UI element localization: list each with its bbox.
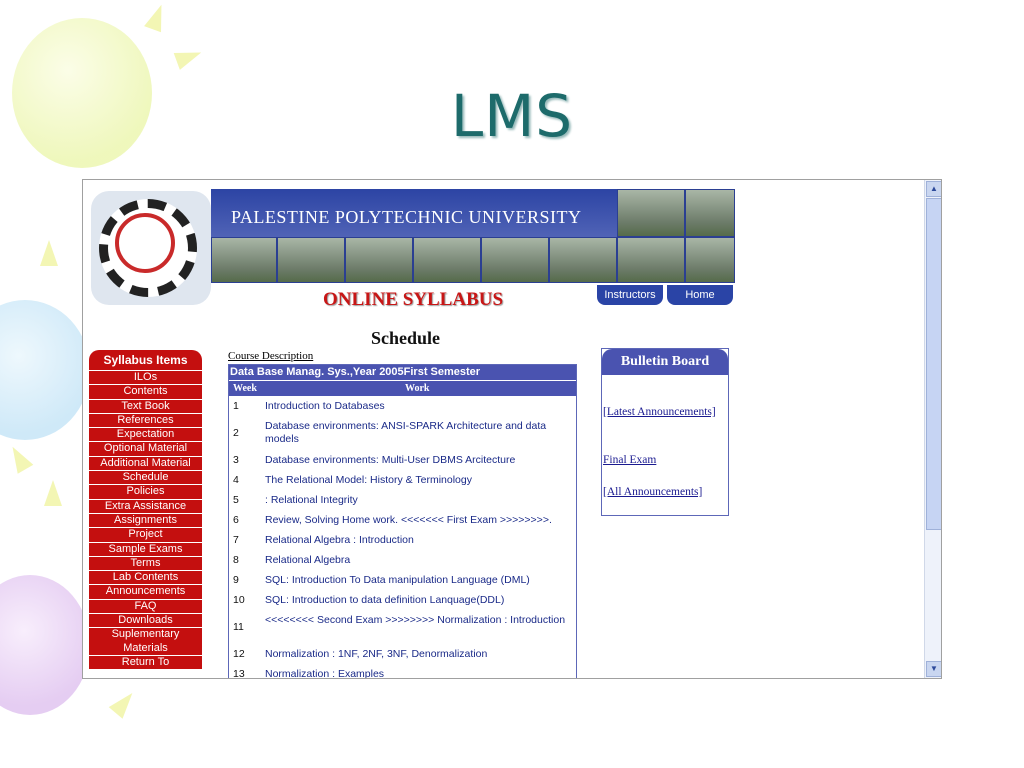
week-number: 1 (233, 400, 239, 412)
column-header-work: Work (405, 383, 430, 394)
week-work: <<<<<<<< Second Exam >>>>>>>> Normalization : Introduction (265, 614, 566, 626)
vertical-scrollbar[interactable] (924, 180, 941, 678)
schedule-table (228, 364, 577, 679)
table-row (229, 400, 576, 420)
menu-item[interactable]: Terms (89, 556, 202, 570)
week-number: 3 (233, 454, 239, 466)
all-announcements-link[interactable]: [All Announcements] (603, 486, 703, 498)
campus-photo (211, 237, 277, 283)
week-number: 6 (233, 514, 239, 526)
site-banner (91, 189, 733, 315)
menu-item[interactable]: Project (89, 527, 202, 541)
table-row (229, 494, 576, 514)
bulletin-title: Bulletin Board (602, 349, 728, 375)
menu-item[interactable]: Lab Contents (89, 570, 202, 584)
slide-title: LMS (450, 82, 574, 150)
logo-ring (115, 213, 175, 273)
menu-item[interactable]: Downloads (89, 613, 202, 627)
week-number: 8 (233, 554, 239, 566)
week-work: SQL: Introduction to data definition Lanquage(DDL) (265, 594, 505, 606)
week-number: 4 (233, 474, 239, 486)
table-row (229, 574, 576, 594)
week-work: Review, Solving Home work. <<<<<<< First Exam >>>>>>>>. (265, 514, 552, 526)
final-exam-link[interactable]: Final Exam (603, 454, 657, 466)
table-row (229, 454, 576, 474)
week-number: 5 (233, 494, 239, 506)
table-row (229, 614, 576, 648)
latest-announcements-link[interactable]: [Latest Announcements] (603, 406, 716, 418)
week-work: SQL: Introduction To Data manipulation Language (DML) (265, 574, 530, 586)
menu-item[interactable]: Expectation (89, 427, 202, 441)
menu-item[interactable]: Text Book (89, 399, 202, 413)
decorative-spark (5, 442, 34, 474)
week-number: 13 (233, 668, 245, 679)
campus-photo (277, 237, 345, 283)
week-work: : Relational Integrity (265, 494, 358, 506)
table-row (229, 554, 576, 574)
online-syllabus-title: ONLINE SYLLABUS (323, 289, 504, 310)
campus-photo (549, 237, 617, 283)
week-work: Normalization : Examples (265, 668, 385, 679)
campus-photo (617, 189, 685, 237)
menu-item[interactable]: ILOs (89, 370, 202, 384)
week-number: 12 (233, 648, 245, 660)
table-row (229, 474, 576, 494)
week-work: Database environments: ANSI-SPARK Architecture and data models (265, 420, 547, 445)
university-name: PALESTINE POLYTECHNIC UNIVERSITY (231, 207, 582, 227)
schedule-title: Data Base Manag. Sys.,Year 2005First Semester (229, 365, 576, 380)
table-row (229, 514, 576, 534)
decorative-spark (40, 240, 58, 266)
table-row (229, 594, 576, 614)
week-work: Relational Algebra (265, 554, 351, 566)
syllabus-menu (89, 350, 202, 669)
week-work: Normalization : 1NF, 2NF, 3NF, Denormalization (265, 648, 488, 660)
menu-item[interactable]: Additional Material (89, 456, 202, 470)
campus-photo (685, 237, 735, 283)
menu-item[interactable]: References (89, 413, 202, 427)
menu-item[interactable]: Return To (89, 655, 202, 669)
scroll-thumb[interactable] (926, 198, 942, 530)
page-heading: Schedule (371, 328, 441, 348)
menu-item[interactable]: Extra Assistance (89, 499, 202, 513)
week-work: Database environments: Multi-User DBMS Arcitecture (265, 454, 516, 466)
menu-item[interactable]: Schedule (89, 470, 202, 484)
schedule-header (229, 380, 576, 396)
browser-screenshot (82, 179, 942, 679)
week-number: 10 (233, 594, 245, 606)
chevron-down-icon[interactable]: ▼ (926, 661, 942, 677)
decorative-spark (109, 687, 140, 718)
menu-item[interactable]: Policies (89, 484, 202, 498)
menu-item[interactable]: Contents (89, 384, 202, 398)
decorative-balloon-purple (0, 575, 90, 715)
table-row (229, 668, 576, 679)
decorative-spark (174, 44, 205, 70)
menu-title: Syllabus Items (89, 350, 202, 370)
campus-photo (617, 237, 685, 283)
nav-instructors[interactable]: Instructors (597, 285, 663, 305)
menu-item[interactable]: Optional Material (89, 441, 202, 455)
menu-item[interactable]: Assignments (89, 513, 202, 527)
decorative-spark (144, 2, 170, 33)
campus-photo (413, 237, 481, 283)
decorative-spark (44, 480, 62, 506)
chevron-up-icon[interactable]: ▲ (926, 181, 942, 197)
decorative-balloon-blue (0, 300, 90, 440)
menu-item[interactable]: FAQ (89, 599, 202, 613)
table-row (229, 648, 576, 668)
bulletin-board (601, 348, 729, 516)
campus-photo (345, 237, 413, 283)
week-number: 9 (233, 574, 239, 586)
week-number: 11 (233, 621, 244, 633)
week-number: 7 (233, 534, 239, 546)
week-number: 2 (233, 427, 239, 439)
menu-item[interactable]: Sample Exams (89, 542, 202, 556)
course-description-link[interactable]: Course Description (228, 350, 314, 362)
nav-home[interactable]: Home (667, 285, 733, 305)
menu-item[interactable]: Announcements (89, 584, 202, 598)
week-work: Relational Algebra : Introduction (265, 534, 414, 546)
column-header-week: Week (233, 383, 257, 394)
week-work: The Relational Model: History & Terminology (265, 474, 472, 486)
campus-photo (481, 237, 549, 283)
menu-item[interactable]: Suplementary Materials (89, 627, 202, 655)
campus-photo (685, 189, 735, 237)
week-work: Introduction to Databases (265, 400, 385, 412)
table-row (229, 534, 576, 554)
university-logo (91, 191, 211, 305)
table-row (229, 420, 576, 454)
